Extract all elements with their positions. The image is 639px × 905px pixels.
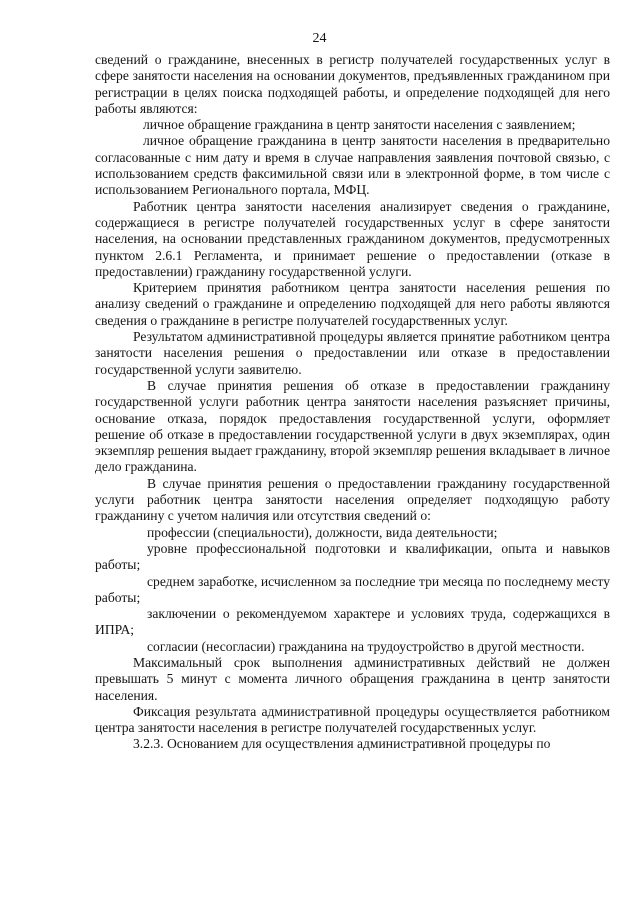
list-item-scheduled-application: личное обращение гражданина в центр занятости населения в предварительно согласованные с ним дату и время в случае направления заявления почтовой связью, с использованием средств факсимильной связи или в электронной форме, в том числе с использованием Регионального портала, МФЦ. (95, 133, 610, 198)
paragraph-refusal: В случае принятия решения об отказе в предоставлении гражданину государственной услуги работник центра занятости населения разъясняет причины, основание отказа, порядок предоставления государственной услуги, оформляет решение об отказе в предоставлении государственной услуги в двух экземплярах, один экземпляр решения выдает гражданину, второй экземпляр решения вкладывает в личное дело гражданина. (95, 377, 610, 475)
list-item-ipra: заключении о рекомендуемом характере и условиях труда, содержащихся в ИПРА; (95, 606, 610, 638)
paragraph-provision: В случае принятия решения о предоставлении гражданину государственной услуги работник центра занятости населения определяет подходящую работу гражданину с учетом наличия или отсутствия сведений о: (95, 475, 610, 524)
paragraph-continuation: сведений о гражданине, внесенных в регистр получателей государственных услуг в сфере занятости населения на основании документов, предъявленных гражданином при регистрации в целях поиска подходящей работы, и определение подходящей для него работы являются: (95, 52, 610, 116)
paragraph-criterion: Критерием принятия работником центра занятости населения решения по анализу сведений о гражданине и определению подходящей для него работы являются сведения о гражданине в регистре получателей государственных услуг. (95, 280, 610, 328)
paragraph-analysis: Работник центра занятости населения анализирует сведения о гражданине, содержащиеся в регистре получателей государственных услуг в сфере занятости населения, на основании представленных гражданином документов, предусмотренных пунктом 2.6.1 Регламента, и принимает решение о предоставлении (отказе в предоставлении) гражданину государственной услуги. (95, 198, 610, 279)
list-item-qualification: уровне профессиональной подготовки и квалификации, опыта и навыков работы; (95, 540, 610, 573)
document-body (95, 52, 610, 753)
paragraph-max-time: Максимальный срок выполнения административных действий не должен превышать 5 минут с момента личного обращения гражданина в центр занятости населения. (95, 654, 610, 703)
page-number: 24 (312, 31, 327, 46)
paragraph-section-3-2-3: 3.2.3. Основанием для осуществления административной процедуры по (133, 736, 551, 752)
list-item-personal-application: личное обращение гражданина в центр занятости населения с заявлением; (143, 117, 576, 133)
list-item-salary: среднем заработке, исчисленном за последние три месяца по последнему месту работы; (95, 573, 610, 605)
paragraph-result: Результатом административной процедуры является принятие работником центра занятости населения решения о предоставлении или отказе в предоставлении государственной услуги заявителю. (95, 329, 610, 377)
paragraph-fixation: Фиксация результата административной процедуры осуществляется работником центра занятости населения в регистре получателей государственных услуг. (95, 703, 610, 736)
list-item-relocation: согласии (несогласии) гражданина на трудоустройство в другой местности. (147, 638, 585, 654)
list-item-profession: профессии (специальности), должности, вида деятельности; (147, 524, 498, 540)
